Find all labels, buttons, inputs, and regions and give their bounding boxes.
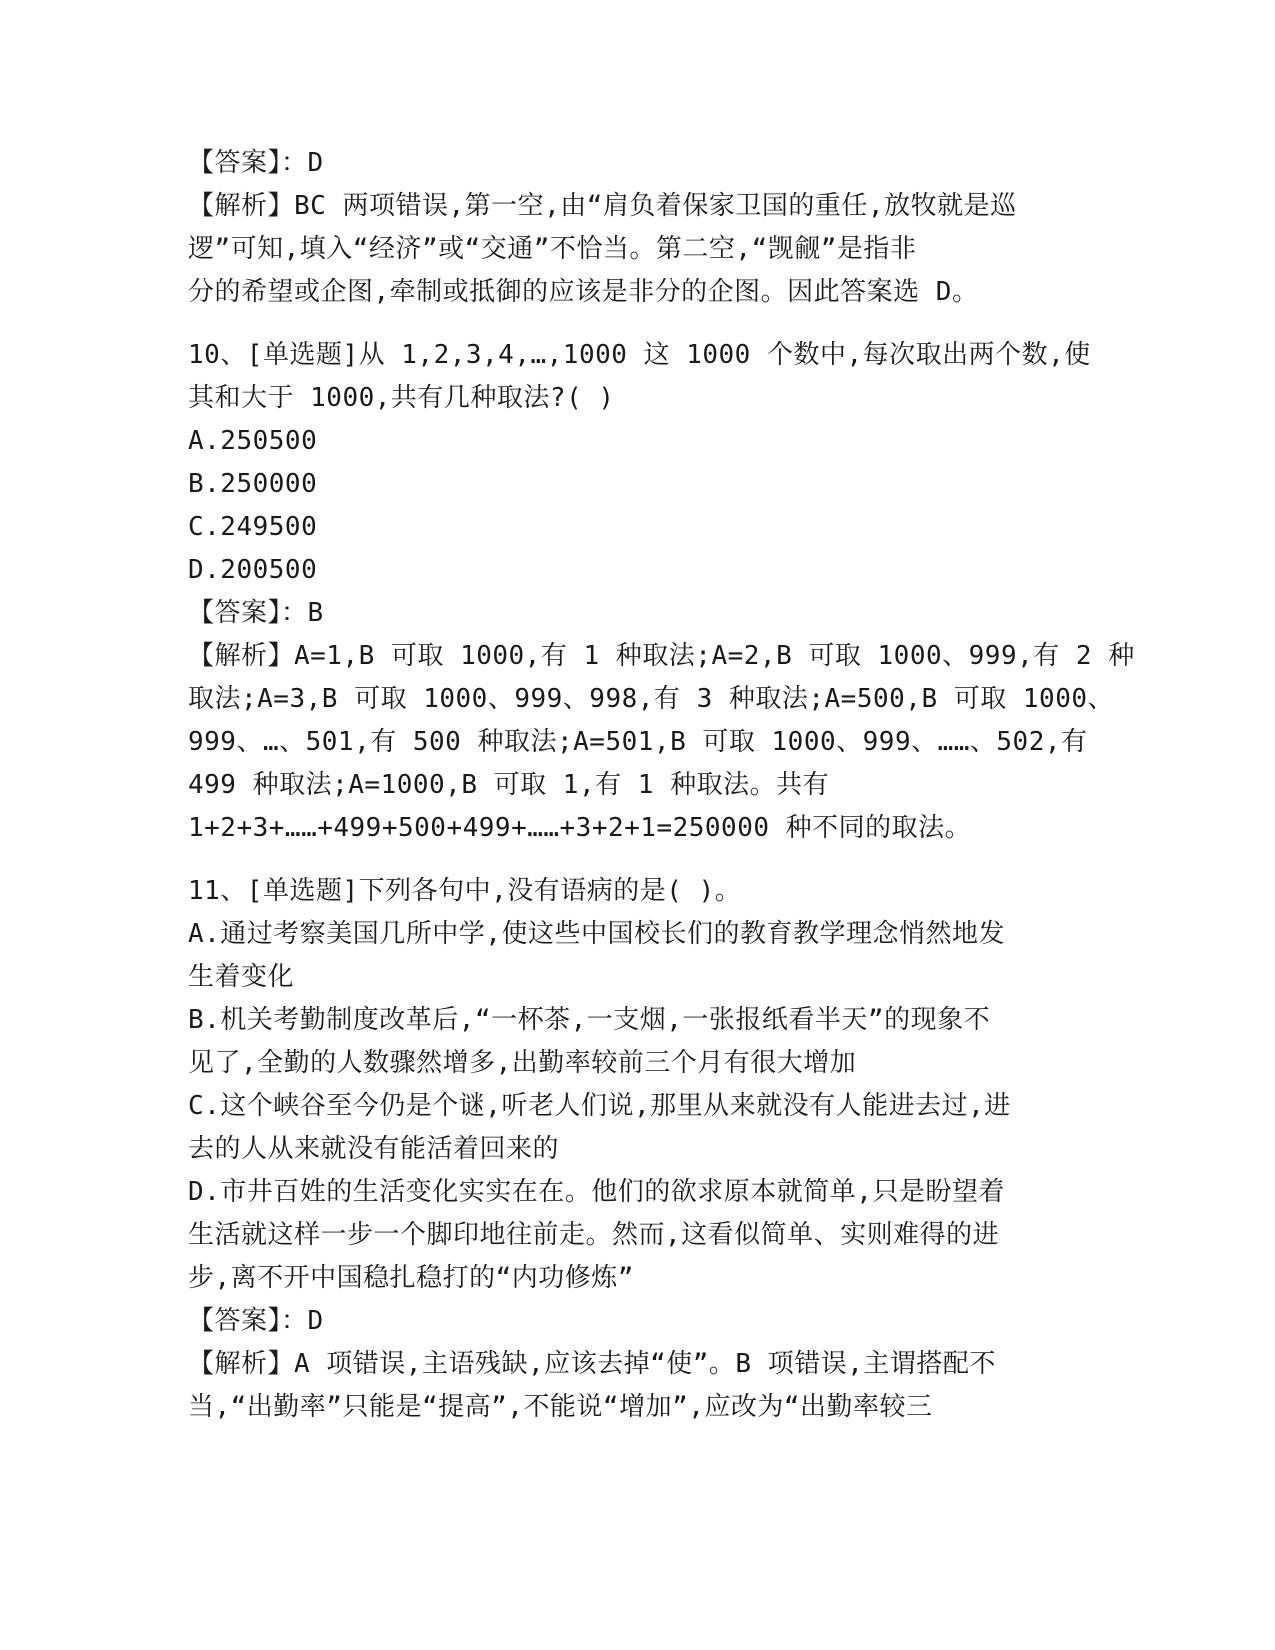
q10-option-d: D.200500 — [188, 555, 318, 585]
document-page — [188, 142, 1135, 1429]
q11-stem-line: 11、[单选题]下列各句中,没有语病的是( )。 — [188, 876, 742, 906]
q9-analysis-line: 逻”可知,填入“经济”或“交通”不恰当。第二空,“觊觎”是指非 — [188, 234, 917, 264]
q11-analysis-line: 【解析】A 项错误,主语残缺,应该去掉“使”。B 项错误,主谓搭配不 — [188, 1349, 996, 1379]
q9-analysis-line: 分的希望或企图,牵制或抵御的应该是非分的企图。因此答案选 D。 — [188, 277, 979, 307]
q9-answer: 【答案】：D — [188, 148, 324, 178]
q11-option-a: A.通过考察美国几所中学,使这些中国校长们的教育教学理念悄然地发 — [188, 919, 1005, 949]
q10-stem-line: 10、[单选题]从 1,2,3,4,…,1000 这 1000 个数中,每次取出两个数,使 — [188, 340, 1091, 370]
q9-analysis-line: 【解析】BC 两项错误,第一空,由“肩负着保家卫国的重任,放牧就是巡 — [188, 191, 1017, 221]
q11-option-d: D.市井百姓的生活变化实实在在。他们的欲求原本就简单,只是盼望着 — [188, 1177, 1005, 1207]
q10-answer: 【答案】：B — [188, 598, 324, 628]
q10-analysis-line: 999、…、501,有 500 种取法;A=501,B 可取 1000、999、……、502,有 — [188, 727, 1088, 757]
q10-analysis-line: 取法;A=3,B 可取 1000、999、998,有 3 种取法;A=500,B 可取 1000、 — [188, 684, 1115, 714]
q10-option-b: B.250000 — [188, 469, 318, 499]
q10-option-a: A.250500 — [188, 426, 318, 456]
spacer — [188, 314, 1088, 334]
q11-option-c-cont: 去的人从来就没有能活着回来的 — [188, 1134, 560, 1164]
spacer — [188, 850, 1088, 870]
q11-option-b-cont: 见了,全勤的人数骤然增多,出勤率较前三个月有很大增加 — [188, 1048, 857, 1078]
q11-option-a-cont: 生着变化 — [188, 962, 295, 992]
q11-option-c: C.这个峡谷至今仍是个谜,听老人们说,那里从来就没有人能进去过,进 — [188, 1091, 1011, 1121]
q10-analysis-line: 1+2+3+……+499+500+499+……+3+2+1=250000 种不同的取法。 — [188, 813, 972, 843]
q11-answer: 【答案】：D — [188, 1306, 324, 1336]
q11-option-d-cont: 生活就这样一步一个脚印地往前走。然而,这看似简单、实则难得的进 — [188, 1220, 1000, 1250]
q11-option-d-cont: 步,离不开中国稳扎稳打的“内功修炼” — [188, 1263, 634, 1293]
q10-stem-line: 其和大于 1000,共有几种取法?( ) — [188, 383, 615, 413]
q10-analysis-line: 499 种取法;A=1000,B 可取 1,有 1 种取法。共有 — [188, 770, 830, 800]
q10-option-c: C.249500 — [188, 512, 318, 542]
q11-analysis-line: 当,“出勤率”只能是“提高”,不能说“增加”,应改为“出勤率较三 — [188, 1392, 933, 1422]
q11-option-b: B.机关考勤制度改革后,“一杯茶,一支烟,一张报纸看半天”的现象不 — [188, 1005, 991, 1035]
q10-analysis-line: 【解析】A=1,B 可取 1000,有 1 种取法;A=2,B 可取 1000、999,有 2 种 — [188, 641, 1135, 671]
